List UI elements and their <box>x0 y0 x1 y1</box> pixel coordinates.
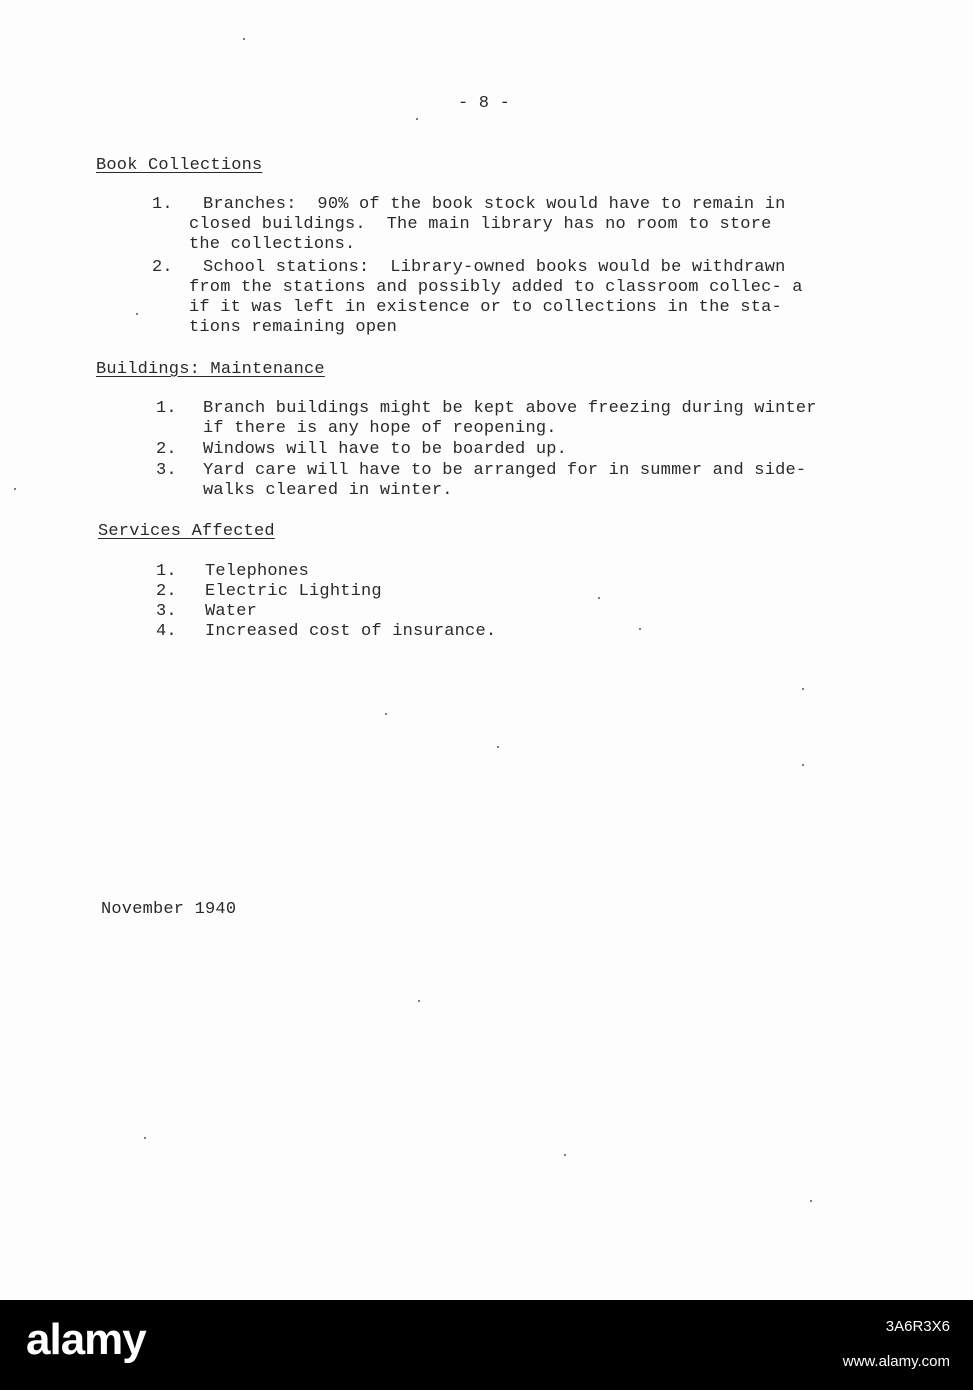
list-item-line: closed buildings. The main library has no room to store <box>189 215 772 234</box>
section-heading-buildings-maintenance: Buildings: Maintenance <box>96 360 325 379</box>
list-item-line: walks cleared in winter. <box>203 481 453 500</box>
scan-speck <box>416 118 418 120</box>
list-number: 2. <box>152 258 173 277</box>
scan-speck <box>598 597 600 599</box>
list-item-line: if there is any hope of reopening. <box>203 419 557 438</box>
list-number: 2. <box>156 582 177 601</box>
list-item-text: Increased cost of insurance. <box>205 622 497 641</box>
list-item-line: Windows will have to be boarded up. <box>203 440 568 459</box>
list-number: 1. <box>152 195 173 214</box>
list-number: 1. <box>156 562 177 581</box>
list-item-line: Branches: 90% of the book stock would have to remain in <box>203 195 786 214</box>
page-number: - 8 - <box>458 94 511 113</box>
scan-speck <box>243 38 245 40</box>
scan-speck <box>810 1200 812 1202</box>
section-heading-book-collections: Book Collections <box>96 156 263 175</box>
scan-speck <box>418 1000 420 1002</box>
list-number: 2. <box>156 440 177 459</box>
scan-speck <box>802 688 804 690</box>
scan-speck <box>144 1137 146 1139</box>
section-heading-services-affected: Services Affected <box>98 522 275 541</box>
list-item-line: Yard care will have to be arranged for in summer and side- <box>203 461 807 480</box>
scan-speck <box>564 1154 566 1156</box>
scan-speck <box>136 313 138 315</box>
list-number: 3. <box>156 461 177 480</box>
document-date: November 1940 <box>101 900 237 919</box>
scan-speck <box>639 628 641 630</box>
scan-speck <box>802 764 804 766</box>
list-number: 1. <box>156 399 177 418</box>
list-item-text: Water <box>205 602 258 621</box>
list-item-line: the collections. <box>189 235 356 254</box>
list-item-line: School stations: Library-owned books would be withdrawn <box>203 258 786 277</box>
image-id: 3A6R3X6 <box>885 1318 950 1335</box>
scan-speck <box>14 488 16 490</box>
scan-speck <box>497 746 499 748</box>
scan-speck <box>385 713 387 715</box>
list-item-line: tions remaining open <box>189 318 398 337</box>
site-url: www.alamy.com <box>842 1353 950 1370</box>
list-item-line: Branch buildings might be kept above freezing during winter <box>203 399 817 418</box>
list-item-line: if it was left in existence or to collections in the sta- <box>189 298 782 317</box>
list-number: 3. <box>156 602 177 621</box>
list-item-line: from the stations and possibly added to classroom collec- a <box>189 278 803 297</box>
list-item-text: Electric Lighting <box>205 582 382 601</box>
list-number: 4. <box>156 622 177 641</box>
list-item-text: Telephones <box>205 562 310 581</box>
alamy-logo: alamy <box>26 1315 146 1364</box>
